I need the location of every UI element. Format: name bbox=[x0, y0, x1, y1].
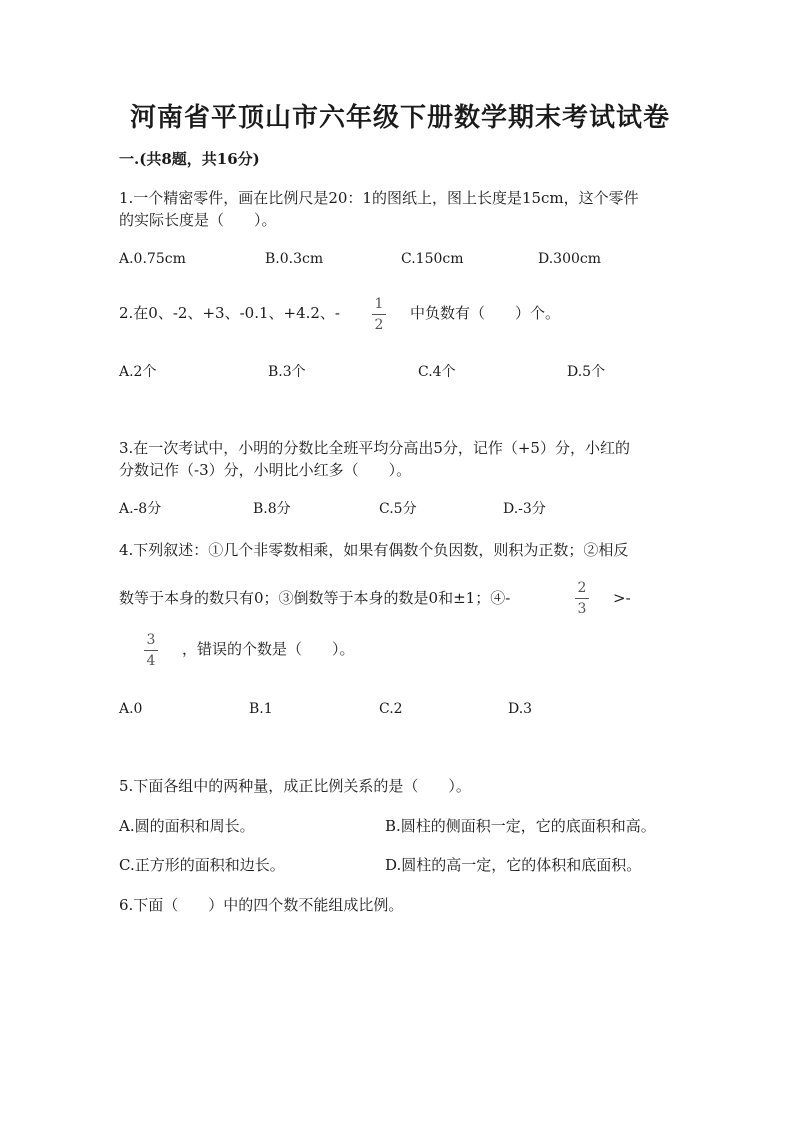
question-1-option-b: B.0.3cm bbox=[265, 251, 324, 267]
page-title: 河南省平顶山市六年级下册数学期末考试试卷 bbox=[129, 103, 670, 133]
question-2-option-b: B.3个 bbox=[268, 364, 306, 380]
question-4-option-b: B.1 bbox=[249, 701, 273, 717]
question-1-line-1: 1.一个精密零件，画在比例尺是20：1的图纸上，图上长度是15cm，这个零件 bbox=[119, 189, 639, 207]
fraction-bar bbox=[575, 598, 589, 599]
question-5-option-c: C.正方形的面积和边长。 bbox=[119, 856, 285, 874]
question-1-option-d: D.300cm bbox=[538, 251, 602, 267]
fraction-numerator: 3 bbox=[146, 632, 156, 648]
question-4-fraction-2 bbox=[144, 632, 158, 669]
question-2-text-before: 2.在0、-2、+3、-0.1、+4.2、- bbox=[119, 304, 340, 322]
question-2-option-d: D.5个 bbox=[567, 364, 606, 380]
question-4-line-1: 4.下列叙述：①几个非零数相乘，如果有偶数个负因数，则积为正数；②相反 bbox=[119, 541, 629, 559]
question-3-option-a: A.-8分 bbox=[119, 501, 162, 517]
question-3-option-b: B.8分 bbox=[253, 501, 291, 517]
section-heading: 一.(共8题，共16分) bbox=[119, 150, 260, 168]
question-2-text-after: 中负数有（ ）个。 bbox=[410, 304, 561, 322]
question-5-text: 5.下面各组中的两种量，成正比例关系的是（ ）。 bbox=[119, 777, 471, 795]
question-1-line-2: 的实际长度是（ ）。 bbox=[119, 211, 277, 229]
question-4-option-c: C.2 bbox=[379, 701, 403, 717]
question-3-line-1: 3.在一次考试中，小明的分数比全班平均分高出5分，记作（+5）分，小红的 bbox=[119, 439, 630, 457]
question-1-option-a: A.0.75cm bbox=[119, 251, 186, 267]
fraction-denominator: 2 bbox=[374, 317, 384, 333]
fraction-numerator: 2 bbox=[577, 580, 587, 596]
fraction-denominator: 3 bbox=[577, 601, 587, 617]
question-4-option-a: A.0 bbox=[119, 701, 143, 717]
question-4-line-3: ，错误的个数是（ ）。 bbox=[182, 640, 355, 658]
fraction-bar bbox=[372, 314, 386, 315]
question-1-option-c: C.150cm bbox=[401, 251, 464, 267]
fraction-denominator: 4 bbox=[146, 653, 156, 669]
question-5-option-b: B.圆柱的侧面积一定，它的底面积和高。 bbox=[385, 817, 656, 835]
question-6-text: 6.下面（ ）中的四个数不能组成比例。 bbox=[119, 896, 404, 914]
question-2-option-c: C.4个 bbox=[418, 364, 456, 380]
question-5-option-a: A.圆的面积和周长。 bbox=[119, 817, 255, 835]
question-3-option-c: C.5分 bbox=[379, 501, 417, 517]
question-2-fraction bbox=[372, 296, 386, 333]
question-4-greater-than: >- bbox=[613, 589, 631, 607]
question-2-option-a: A.2个 bbox=[119, 364, 157, 380]
fraction-bar bbox=[144, 650, 158, 651]
question-5-option-d: D.圆柱的高一定，它的体积和底面积。 bbox=[385, 856, 642, 874]
fraction-numerator: 1 bbox=[374, 296, 384, 312]
question-3-option-d: D.-3分 bbox=[503, 501, 546, 517]
question-4-fraction-1 bbox=[575, 580, 589, 617]
question-4-line-2: 数等于本身的数只有0；③倒数等于本身的数是0和±1；④- bbox=[119, 589, 511, 607]
question-3-line-2: 分数记作（-3）分，小明比小红多（ ）。 bbox=[119, 461, 412, 479]
question-4-option-d: D.3 bbox=[508, 701, 533, 717]
